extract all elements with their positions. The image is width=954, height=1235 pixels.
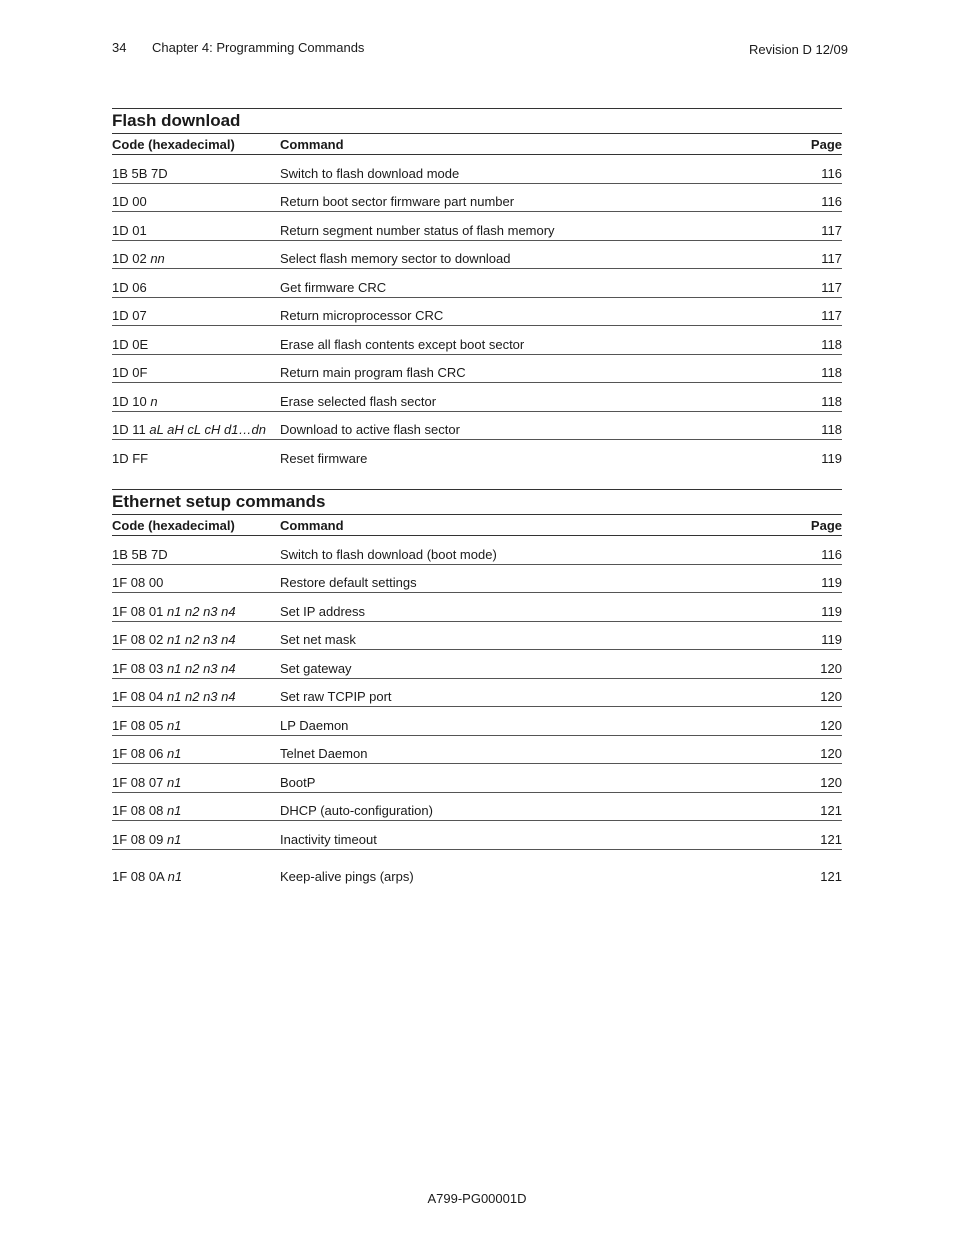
command-cell: Restore default settings — [280, 564, 782, 593]
page-cell: 117 — [782, 240, 842, 269]
code-parameter: n1 n2 n3 n4 — [166, 632, 236, 647]
page-cell: 120 — [782, 764, 842, 793]
code-value: 1D 11 — [112, 422, 150, 437]
page-cell: 121 — [820, 868, 842, 884]
command-cell: Keep-alive pings (arps) — [280, 868, 414, 884]
code-parameter: nn — [150, 251, 165, 266]
table-row — [112, 536, 842, 565]
table-row — [112, 821, 842, 850]
ethernet-setup-section — [112, 489, 842, 886]
code-cell — [112, 707, 280, 736]
command-cell: DHCP (auto-configuration) — [280, 792, 782, 821]
column-header-code: Code (hexadecimal) — [112, 134, 280, 155]
code-value: 1D 07 — [112, 308, 147, 323]
code-parameter: n1 — [166, 774, 182, 790]
command-cell: Switch to flash download (boot mode) — [280, 536, 782, 565]
command-cell: Telnet Daemon — [280, 735, 782, 764]
page-cell: 121 — [782, 821, 842, 850]
code-cell — [112, 155, 280, 184]
table-row — [112, 297, 842, 326]
table-row — [112, 650, 842, 679]
code-value: 1D 00 — [112, 194, 147, 209]
table-row — [112, 792, 842, 821]
table-row — [112, 411, 842, 440]
code-cell — [112, 536, 280, 565]
code-value: 1F 08 03 — [112, 660, 167, 676]
code-parameter: n1 — [166, 746, 182, 761]
code-cell — [112, 326, 280, 355]
page-header — [112, 40, 848, 58]
code-parameter: n1 n2 n3 n4 — [166, 603, 236, 619]
revision-label: Revision D 12/09 — [749, 42, 848, 57]
command-cell: Return microprocessor CRC — [280, 297, 782, 326]
code-parameter: aL aH cL cH d1…dn — [149, 422, 266, 437]
code-value: 1F 08 01 — [112, 603, 167, 619]
code-cell — [112, 621, 280, 650]
code-cell — [112, 440, 280, 468]
page-cell: 118 — [782, 354, 842, 383]
page-cell: 116 — [782, 183, 842, 212]
table-row — [112, 354, 842, 383]
table-row — [112, 764, 842, 793]
code-value: 1D 01 — [112, 222, 147, 238]
command-cell: Get firmware CRC — [280, 269, 782, 298]
code-cell — [112, 735, 280, 764]
flash-download-section — [112, 108, 842, 468]
command-cell: Set raw TCPIP port — [280, 678, 782, 707]
code-value: 1F 08 04 — [112, 689, 167, 704]
code-parameter: n1 — [166, 831, 182, 847]
command-cell: Return segment number status of flash memory — [280, 212, 782, 241]
code-value: 1D 10 — [112, 393, 151, 409]
code-cell — [112, 764, 280, 793]
table-row — [112, 735, 842, 764]
command-cell: Download to active flash sector — [280, 411, 782, 440]
code-cell — [112, 383, 280, 412]
code-cell — [112, 269, 280, 298]
column-header-page: Page — [782, 515, 842, 536]
command-cell: BootP — [280, 764, 782, 793]
command-cell: Return boot sector firmware part number — [280, 183, 782, 212]
column-header-code: Code (hexadecimal) — [112, 515, 280, 536]
code-cell — [112, 650, 280, 679]
table-row — [112, 240, 842, 269]
page-cell: 118 — [782, 383, 842, 412]
page-cell: 117 — [782, 269, 842, 298]
code-value: 1F 08 02 — [112, 632, 167, 647]
ethernet-setup-table — [112, 514, 842, 886]
page-cell: 120 — [782, 678, 842, 707]
table-row — [112, 183, 842, 212]
section-title: Ethernet setup commands — [112, 492, 326, 511]
page-cell: 119 — [782, 564, 842, 593]
table-header-row — [112, 134, 842, 155]
page-number: 34 — [112, 40, 127, 55]
command-cell: Inactivity timeout — [280, 821, 782, 850]
table-row — [112, 155, 842, 184]
code-cell — [112, 411, 280, 440]
page-cell: 116 — [782, 155, 842, 184]
table-row — [112, 212, 842, 241]
code-value: 1F 08 0A — [112, 868, 168, 884]
command-cell: Erase all flash contents except boot sector — [280, 326, 782, 355]
code-cell — [112, 564, 280, 593]
code-value: 1F 08 09 — [112, 831, 167, 847]
command-cell: Return main program flash CRC — [280, 354, 782, 383]
code-cell — [112, 678, 280, 707]
table-row — [112, 678, 842, 707]
table-row — [112, 440, 842, 468]
table-row — [112, 707, 842, 736]
code-cell — [112, 792, 280, 821]
page-cell: 120 — [782, 650, 842, 679]
table-row — [112, 564, 842, 593]
page-cell: 119 — [782, 621, 842, 650]
code-value: 1B 5B 7D — [112, 546, 168, 562]
page-cell: 119 — [782, 593, 842, 622]
command-cell: LP Daemon — [280, 707, 782, 736]
code-cell — [112, 297, 280, 326]
code-value: 1F 08 00 — [112, 575, 164, 590]
page-cell: 116 — [782, 536, 842, 565]
table-row — [112, 849, 842, 886]
code-value: 1B 5B 7D — [112, 165, 168, 181]
command-cell: Erase selected flash sector — [280, 383, 782, 412]
page-cell: 121 — [782, 792, 842, 821]
code-cell — [112, 593, 280, 622]
code-value: 1D 0F — [112, 365, 148, 380]
code-parameter: n — [150, 393, 158, 409]
table-row — [112, 593, 842, 622]
command-cell: Set net mask — [280, 621, 782, 650]
command-cell: Set IP address — [280, 593, 782, 622]
code-cell — [112, 240, 280, 269]
page-cell: 119 — [821, 450, 842, 466]
page-cell: 117 — [782, 297, 842, 326]
page-cell: 120 — [782, 707, 842, 736]
code-parameter: n1 n2 n3 n4 — [166, 660, 236, 676]
table-row — [112, 383, 842, 412]
command-cell: Select flash memory sector to download — [280, 240, 782, 269]
code-parameter: n1 — [166, 803, 182, 818]
code-cell — [112, 212, 280, 241]
chapter-title: Chapter 4: Programming Commands — [152, 40, 365, 55]
code-value: 1D FF — [112, 450, 149, 466]
command-cell: Set gateway — [280, 650, 782, 679]
page-cell: 117 — [782, 212, 842, 241]
code-value: 1F 08 08 — [112, 803, 167, 818]
code-value: 1D 06 — [112, 279, 147, 295]
code-cell — [112, 354, 280, 383]
column-header-command: Command — [280, 134, 782, 155]
code-value: 1D 02 — [112, 251, 151, 266]
code-value: 1D 0E — [112, 336, 149, 352]
code-parameter: n1 n2 n3 n4 — [166, 689, 236, 704]
code-cell — [112, 183, 280, 212]
column-header-command: Command — [280, 515, 782, 536]
section-title: Flash download — [112, 111, 241, 130]
column-header-page: Page — [782, 134, 842, 155]
table-header-row — [112, 515, 842, 536]
code-parameter: n1 — [167, 868, 183, 884]
page-cell: 118 — [782, 326, 842, 355]
table-row — [112, 621, 842, 650]
code-cell — [112, 849, 280, 886]
code-value: 1F 08 07 — [112, 774, 167, 790]
footer-doc-number: A799-PG00001D — [427, 1191, 527, 1206]
flash-download-table — [112, 133, 842, 468]
table-row — [112, 269, 842, 298]
code-parameter: n1 — [166, 717, 182, 733]
page-cell: 118 — [782, 411, 842, 440]
code-cell — [112, 821, 280, 850]
command-cell: Switch to flash download mode — [280, 155, 782, 184]
code-value: 1F 08 06 — [112, 746, 167, 761]
code-value: 1F 08 05 — [112, 717, 167, 733]
page-cell: 120 — [782, 735, 842, 764]
command-cell: Reset firmware — [280, 450, 368, 466]
table-row — [112, 326, 842, 355]
